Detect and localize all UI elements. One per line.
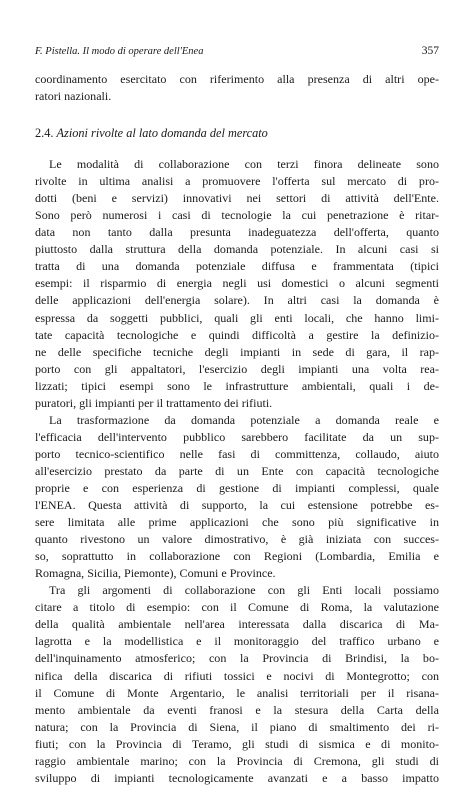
paragraph bbox=[35, 412, 439, 582]
text-line: rivolte in ultima analisi a promuovere l'offerta sul mercato di pro- bbox=[35, 174, 439, 189]
text-line: Sono però numerosi i casi di tecnologie la cui penetrazione è ritar- bbox=[35, 208, 439, 223]
text-line: tratta di una domanda potenziale diffusa e frammentata (tipici bbox=[35, 259, 439, 274]
text-line: natura; con la Provincia di Siena, il piano di smaltimento dei ri- bbox=[35, 719, 439, 734]
text-line: l'efficacia dell'intervento pubblico sarebbero facilitate da un sup- bbox=[35, 429, 439, 444]
text-line: puratori, gli impianti per il trattamento dei rifiuti. bbox=[35, 395, 273, 410]
text-line: fiuti; con la Provincia di Teramo, gli studi di sismica e di monito- bbox=[35, 736, 439, 751]
text-line: dotti (beni e servizi) innovativi nei settori di attività dell'Ente. bbox=[35, 191, 439, 206]
text-line: esempi: il risparmio di energia negli usi domestici o alcuni segmenti bbox=[35, 276, 439, 291]
paragraph bbox=[35, 156, 439, 412]
text-line: delle applicazioni dell'energia solare). In altri casi la domanda è bbox=[35, 293, 439, 308]
running-head bbox=[35, 44, 439, 58]
text-line: data non tanto dalla presunta inadeguatezza dell'offerta, quanto bbox=[35, 225, 439, 240]
section-title: Azioni rivolte al lato domanda del mercato bbox=[56, 126, 268, 141]
text-line: sviluppo di impianti tecnologicamente avanzati e a basso impatto bbox=[35, 770, 439, 785]
running-head-title: F. Pistella. Il modo di operare dell'Enea bbox=[35, 46, 204, 57]
text-line: lizzati; tipici esempi sono le infrastrutture ambientali, quali i de- bbox=[35, 378, 439, 393]
text-line: Tra gli argomenti di collaborazione con gli Enti locali possiamo bbox=[49, 583, 439, 598]
intro-paragraph bbox=[35, 71, 439, 105]
text-line: so, soprattutto in collaborazione con Regioni (Lombardia, Emilia e bbox=[35, 549, 439, 564]
text-line: proprie e con esperienza di gestione di impianti complessi, quale bbox=[35, 480, 439, 495]
text-line: coordinamento esercitato con riferimento alla presenza di altri ope- bbox=[35, 72, 439, 86]
section-heading bbox=[35, 125, 439, 142]
section-number: 2.4. bbox=[35, 126, 54, 141]
text-line: ne delle specifiche tecniche degli impianti in sede di gara, il rap- bbox=[35, 344, 439, 359]
text-line: espressa da soggetti pubblici, quali gli enti locali, che hanno limi- bbox=[35, 310, 439, 325]
text-line: sere limitata alle prime applicazioni che sono più significative in bbox=[35, 515, 439, 530]
text-line: porto con gli appaltatori, l'esercizio degli impianti una volta rea- bbox=[35, 361, 439, 376]
text-line: nifica della discarica di rifiuti tossici e nocivi di Montegrotto; con bbox=[35, 668, 439, 683]
text-line: porto tecnico-scientifico nelle fasi di committenza, collaudo, aiuto bbox=[35, 446, 439, 461]
text-line: dell'inquinamento atmosferico; con la Provincia di Brindisi, la bo- bbox=[35, 651, 439, 666]
text-line: quanto rivestono un valore dimostrativo, è già iniziata con succes- bbox=[35, 532, 439, 547]
text-line: raggio ambientale marino; con la Provincia di Cremona, gli studi di bbox=[35, 753, 439, 768]
text-line: all'esercizio prestato da parte di un Ente con capacità tecnologiche bbox=[35, 463, 439, 478]
text-line: l'ENEA. Questa attività di supporto, la cui estensione potrebbe es- bbox=[35, 498, 439, 513]
text-line: lagrotta e la modellistica e il monitoraggio del traffico urbano e bbox=[35, 634, 439, 649]
text-line: tate capacità tecnologiche e quindi difficoltà a gestire la definizio- bbox=[35, 327, 439, 342]
page-number: 357 bbox=[421, 45, 439, 57]
text-line: mento ambientale da eventi franosi e la stesura della Carta della bbox=[35, 702, 439, 717]
body-text bbox=[35, 156, 439, 787]
text-line: il Comune di Monte Argentario, le analisi territoriali per il risana- bbox=[35, 685, 439, 700]
text-line: Romagna, Sicilia, Piemonte), Comuni e Province. bbox=[35, 566, 276, 581]
page bbox=[35, 44, 439, 787]
text-line: Le modalità di collaborazione con terzi finora delineate sono bbox=[49, 157, 439, 172]
text-line: della qualità ambientale nell'area interessata dalla discarica di Ma- bbox=[35, 617, 439, 632]
text-line: piuttosto dalla struttura della domanda potenziale. In alcuni casi si bbox=[35, 242, 439, 257]
text-line: La trasformazione da domanda potenziale a domanda reale e bbox=[49, 412, 439, 427]
text-line: ratori nazionali. bbox=[35, 89, 112, 104]
paragraph bbox=[35, 582, 439, 787]
text-line: citare a titolo di esempio: con il Comune di Roma, la valutazione bbox=[35, 600, 439, 615]
